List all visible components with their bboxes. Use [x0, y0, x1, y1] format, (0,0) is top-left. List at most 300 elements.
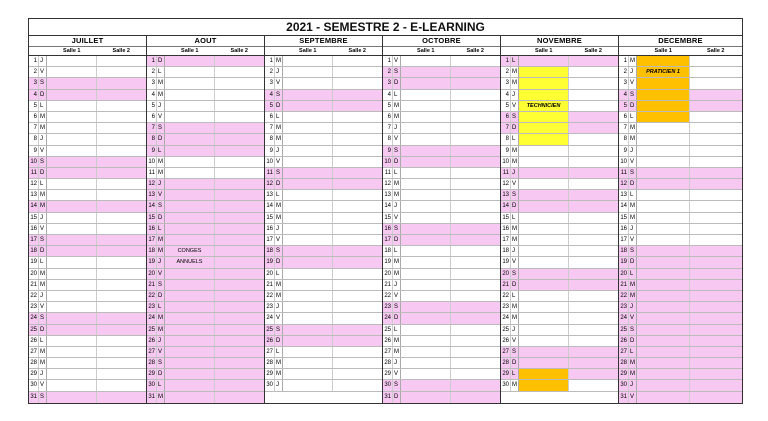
room-2-cell[interactable] — [690, 56, 742, 66]
room-2-cell[interactable] — [215, 336, 264, 346]
room-2-cell[interactable] — [690, 190, 742, 200]
room-2-cell[interactable] — [333, 336, 382, 346]
room-1-cell[interactable] — [47, 67, 97, 77]
room-1-cell[interactable] — [283, 291, 333, 301]
room-2-cell[interactable] — [569, 134, 618, 144]
room-1-cell[interactable] — [519, 134, 569, 144]
room-2-cell[interactable] — [569, 291, 618, 301]
room-2-cell[interactable] — [569, 90, 618, 100]
room-2-cell[interactable] — [569, 112, 618, 122]
room-2-cell[interactable] — [690, 78, 742, 88]
room-1-cell[interactable] — [165, 358, 215, 368]
room-1-cell[interactable]: TECHNICIEN — [519, 101, 569, 111]
room-2-cell[interactable] — [97, 302, 146, 312]
room-2-cell[interactable] — [451, 190, 500, 200]
room-1-cell[interactable] — [401, 168, 451, 178]
room-2-cell[interactable] — [215, 190, 264, 200]
room-2-cell[interactable] — [97, 134, 146, 144]
room-1-cell[interactable] — [637, 190, 690, 200]
room-1-cell[interactable] — [401, 235, 451, 245]
room-2-cell[interactable] — [690, 325, 742, 335]
room-2-cell[interactable] — [97, 179, 146, 189]
room-2-cell[interactable] — [569, 235, 618, 245]
room-2-cell[interactable] — [690, 157, 742, 167]
room-2-cell[interactable] — [569, 280, 618, 290]
room-2-cell[interactable] — [451, 280, 500, 290]
room-1-cell[interactable] — [283, 246, 333, 256]
room-2-cell[interactable] — [451, 146, 500, 156]
room-1-cell[interactable] — [401, 101, 451, 111]
room-1-cell[interactable] — [47, 380, 97, 390]
room-1-cell[interactable] — [637, 90, 690, 100]
room-2-cell[interactable] — [333, 235, 382, 245]
room-1-cell[interactable] — [283, 101, 333, 111]
room-2-cell[interactable] — [451, 313, 500, 323]
room-1-cell[interactable] — [637, 101, 690, 111]
room-2-cell[interactable] — [97, 67, 146, 77]
room-2-cell[interactable] — [215, 179, 264, 189]
room-1-cell[interactable] — [283, 380, 333, 390]
room-1-cell[interactable] — [165, 336, 215, 346]
room-2-cell[interactable] — [97, 112, 146, 122]
room-2-cell[interactable] — [451, 336, 500, 346]
room-2-cell[interactable] — [690, 380, 742, 390]
room-1-cell[interactable] — [519, 246, 569, 256]
room-2-cell[interactable] — [215, 392, 264, 403]
room-1-cell[interactable] — [637, 347, 690, 357]
room-1-cell[interactable] — [47, 347, 97, 357]
room-2-cell[interactable] — [451, 123, 500, 133]
room-2-cell[interactable] — [215, 380, 264, 390]
room-1-cell[interactable] — [283, 257, 333, 267]
room-2-cell[interactable] — [333, 101, 382, 111]
room-1-cell[interactable] — [165, 369, 215, 379]
room-2-cell[interactable] — [97, 78, 146, 88]
room-2-cell[interactable] — [215, 67, 264, 77]
room-1-cell[interactable] — [401, 302, 451, 312]
room-2-cell[interactable] — [333, 134, 382, 144]
room-1-cell[interactable] — [47, 56, 97, 66]
room-1-cell[interactable] — [401, 313, 451, 323]
room-1-cell[interactable] — [637, 369, 690, 379]
room-2-cell[interactable] — [333, 67, 382, 77]
room-1-cell[interactable] — [637, 78, 690, 88]
room-2-cell[interactable] — [333, 157, 382, 167]
room-1-cell[interactable] — [283, 146, 333, 156]
room-2-cell[interactable] — [333, 213, 382, 223]
room-2-cell[interactable] — [333, 257, 382, 267]
room-2-cell[interactable] — [215, 123, 264, 133]
room-1-cell[interactable] — [401, 369, 451, 379]
room-1-cell[interactable] — [47, 190, 97, 200]
room-1-cell[interactable] — [401, 358, 451, 368]
room-1-cell[interactable] — [283, 325, 333, 335]
room-1-cell[interactable] — [283, 224, 333, 234]
room-1-cell[interactable] — [637, 246, 690, 256]
room-1-cell[interactable] — [519, 190, 569, 200]
room-1-cell[interactable] — [283, 157, 333, 167]
room-2-cell[interactable] — [333, 291, 382, 301]
room-1-cell[interactable] — [519, 347, 569, 357]
room-1-cell[interactable] — [401, 280, 451, 290]
room-2-cell[interactable] — [569, 224, 618, 234]
room-2-cell[interactable] — [97, 313, 146, 323]
room-1-cell[interactable] — [401, 347, 451, 357]
room-2-cell[interactable] — [97, 224, 146, 234]
room-1-cell[interactable] — [283, 123, 333, 133]
room-2-cell[interactable] — [215, 201, 264, 211]
room-2-cell[interactable] — [215, 224, 264, 234]
room-1-cell[interactable] — [519, 235, 569, 245]
room-2-cell[interactable] — [690, 336, 742, 346]
room-1-cell[interactable] — [637, 201, 690, 211]
room-1-cell[interactable] — [47, 179, 97, 189]
room-2-cell[interactable] — [97, 157, 146, 167]
room-2-cell[interactable] — [333, 302, 382, 312]
room-2-cell[interactable] — [333, 168, 382, 178]
room-2-cell[interactable] — [451, 201, 500, 211]
room-1-cell[interactable] — [637, 235, 690, 245]
room-1-cell[interactable] — [283, 190, 333, 200]
room-1-cell[interactable] — [165, 67, 215, 77]
room-1-cell[interactable] — [165, 112, 215, 122]
room-1-cell[interactable] — [47, 336, 97, 346]
room-1-cell[interactable] — [519, 257, 569, 267]
room-2-cell[interactable] — [215, 146, 264, 156]
room-1-cell[interactable] — [165, 224, 215, 234]
room-1-cell[interactable] — [519, 78, 569, 88]
room-1-cell[interactable] — [401, 90, 451, 100]
room-2-cell[interactable] — [215, 269, 264, 279]
room-2-cell[interactable] — [451, 291, 500, 301]
room-1-cell[interactable] — [47, 213, 97, 223]
room-2-cell[interactable] — [451, 347, 500, 357]
room-2-cell[interactable] — [215, 213, 264, 223]
room-1-cell[interactable] — [165, 56, 215, 66]
room-1-cell[interactable] — [637, 280, 690, 290]
room-1-cell[interactable] — [637, 325, 690, 335]
room-1-cell[interactable] — [165, 134, 215, 144]
room-2-cell[interactable] — [215, 112, 264, 122]
room-1-cell[interactable]: ANNUELS — [165, 257, 215, 267]
room-1-cell[interactable] — [47, 168, 97, 178]
room-1-cell[interactable] — [519, 302, 569, 312]
room-2-cell[interactable] — [451, 235, 500, 245]
room-2-cell[interactable] — [690, 257, 742, 267]
room-1-cell[interactable] — [519, 313, 569, 323]
room-2-cell[interactable] — [690, 246, 742, 256]
room-2-cell[interactable] — [97, 235, 146, 245]
room-1-cell[interactable] — [283, 134, 333, 144]
room-1-cell[interactable] — [401, 134, 451, 144]
room-2-cell[interactable] — [690, 235, 742, 245]
room-1-cell[interactable] — [637, 336, 690, 346]
room-2-cell[interactable] — [690, 213, 742, 223]
room-2-cell[interactable] — [451, 56, 500, 66]
room-2-cell[interactable] — [451, 257, 500, 267]
room-2-cell[interactable] — [215, 56, 264, 66]
room-1-cell[interactable] — [519, 168, 569, 178]
room-1-cell[interactable] — [401, 78, 451, 88]
room-1-cell[interactable] — [165, 280, 215, 290]
room-2-cell[interactable] — [690, 347, 742, 357]
room-2-cell[interactable] — [97, 146, 146, 156]
room-1-cell[interactable] — [519, 90, 569, 100]
room-1-cell[interactable] — [519, 157, 569, 167]
room-1-cell[interactable] — [283, 67, 333, 77]
room-1-cell[interactable] — [47, 78, 97, 88]
room-1-cell[interactable] — [637, 257, 690, 267]
room-2-cell[interactable] — [451, 325, 500, 335]
room-1-cell[interactable] — [519, 56, 569, 66]
room-2-cell[interactable] — [451, 358, 500, 368]
room-2-cell[interactable] — [690, 112, 742, 122]
room-1-cell[interactable] — [519, 146, 569, 156]
room-2-cell[interactable] — [333, 313, 382, 323]
room-1-cell[interactable] — [283, 302, 333, 312]
room-1-cell[interactable] — [283, 112, 333, 122]
room-1-cell[interactable] — [519, 380, 569, 390]
room-1-cell[interactable] — [47, 201, 97, 211]
room-2-cell[interactable] — [690, 146, 742, 156]
room-1-cell[interactable] — [165, 146, 215, 156]
room-2-cell[interactable] — [97, 347, 146, 357]
room-1-cell[interactable] — [283, 369, 333, 379]
room-2-cell[interactable] — [690, 392, 742, 403]
room-1-cell[interactable] — [47, 235, 97, 245]
room-2-cell[interactable] — [333, 56, 382, 66]
room-1-cell[interactable] — [637, 123, 690, 133]
room-1-cell[interactable] — [401, 380, 451, 390]
room-1-cell[interactable] — [637, 168, 690, 178]
room-2-cell[interactable] — [569, 369, 618, 379]
room-1-cell[interactable] — [519, 369, 569, 379]
room-2-cell[interactable] — [569, 269, 618, 279]
room-2-cell[interactable] — [569, 168, 618, 178]
room-1-cell[interactable] — [519, 224, 569, 234]
room-1-cell[interactable]: CONGES — [165, 246, 215, 256]
room-2-cell[interactable] — [569, 123, 618, 133]
room-1-cell[interactable] — [165, 90, 215, 100]
room-1-cell[interactable] — [637, 313, 690, 323]
room-2-cell[interactable] — [333, 246, 382, 256]
room-2-cell[interactable] — [690, 179, 742, 189]
room-2-cell[interactable] — [333, 280, 382, 290]
room-1-cell[interactable] — [637, 224, 690, 234]
room-2-cell[interactable] — [690, 101, 742, 111]
room-2-cell[interactable] — [97, 101, 146, 111]
room-1-cell[interactable] — [47, 358, 97, 368]
room-1-cell[interactable] — [47, 246, 97, 256]
room-2-cell[interactable] — [690, 313, 742, 323]
room-2-cell[interactable] — [451, 224, 500, 234]
room-2-cell[interactable] — [97, 280, 146, 290]
room-1-cell[interactable] — [47, 224, 97, 234]
room-1-cell[interactable] — [637, 134, 690, 144]
room-2-cell[interactable] — [690, 123, 742, 133]
room-1-cell[interactable] — [165, 123, 215, 133]
room-1-cell[interactable] — [165, 313, 215, 323]
room-1-cell[interactable] — [165, 235, 215, 245]
room-2-cell[interactable] — [569, 201, 618, 211]
room-2-cell[interactable] — [690, 302, 742, 312]
room-2-cell[interactable] — [215, 325, 264, 335]
room-2-cell[interactable] — [451, 90, 500, 100]
room-1-cell[interactable] — [401, 179, 451, 189]
room-2-cell[interactable] — [569, 56, 618, 66]
room-1-cell[interactable] — [401, 392, 451, 403]
room-1-cell[interactable] — [283, 235, 333, 245]
room-2-cell[interactable] — [569, 380, 618, 390]
room-2-cell[interactable] — [690, 291, 742, 301]
room-2-cell[interactable] — [333, 179, 382, 189]
room-2-cell[interactable] — [215, 369, 264, 379]
room-1-cell[interactable] — [47, 302, 97, 312]
room-2-cell[interactable] — [215, 90, 264, 100]
room-2-cell[interactable] — [215, 78, 264, 88]
room-2-cell[interactable] — [333, 380, 382, 390]
room-2-cell[interactable] — [215, 291, 264, 301]
room-1-cell[interactable] — [519, 336, 569, 346]
room-2-cell[interactable] — [690, 280, 742, 290]
room-1-cell[interactable] — [519, 213, 569, 223]
room-2-cell[interactable] — [451, 67, 500, 77]
room-2-cell[interactable] — [97, 246, 146, 256]
room-1-cell[interactable] — [401, 56, 451, 66]
room-2-cell[interactable] — [569, 347, 618, 357]
room-1-cell[interactable] — [283, 347, 333, 357]
room-1-cell[interactable] — [47, 157, 97, 167]
room-2-cell[interactable] — [569, 257, 618, 267]
room-2-cell[interactable] — [333, 325, 382, 335]
room-2-cell[interactable] — [569, 67, 618, 77]
room-1-cell[interactable] — [637, 302, 690, 312]
room-2-cell[interactable] — [451, 269, 500, 279]
room-2-cell[interactable] — [690, 269, 742, 279]
room-1-cell[interactable] — [165, 291, 215, 301]
room-2-cell[interactable] — [690, 224, 742, 234]
room-1-cell[interactable] — [519, 112, 569, 122]
room-1-cell[interactable] — [165, 302, 215, 312]
room-1-cell[interactable] — [47, 313, 97, 323]
room-2-cell[interactable] — [451, 246, 500, 256]
room-1-cell[interactable] — [283, 358, 333, 368]
room-1-cell[interactable] — [47, 101, 97, 111]
room-2-cell[interactable] — [97, 358, 146, 368]
room-1-cell[interactable] — [165, 190, 215, 200]
room-2-cell[interactable] — [451, 302, 500, 312]
room-2-cell[interactable] — [333, 146, 382, 156]
room-2-cell[interactable] — [451, 168, 500, 178]
room-2-cell[interactable] — [333, 78, 382, 88]
room-2-cell[interactable] — [690, 134, 742, 144]
room-2-cell[interactable] — [451, 179, 500, 189]
room-1-cell[interactable] — [519, 201, 569, 211]
room-1-cell[interactable] — [47, 369, 97, 379]
room-1-cell[interactable] — [165, 392, 215, 403]
room-1-cell[interactable] — [637, 146, 690, 156]
room-2-cell[interactable] — [333, 347, 382, 357]
room-1-cell[interactable] — [519, 123, 569, 133]
room-1-cell[interactable] — [165, 213, 215, 223]
room-1-cell[interactable] — [165, 380, 215, 390]
room-1-cell[interactable] — [401, 325, 451, 335]
room-2-cell[interactable] — [569, 302, 618, 312]
room-1-cell[interactable] — [283, 213, 333, 223]
room-1-cell[interactable] — [165, 101, 215, 111]
room-2-cell[interactable] — [451, 157, 500, 167]
room-2-cell[interactable] — [333, 112, 382, 122]
room-1-cell[interactable] — [283, 168, 333, 178]
room-2-cell[interactable] — [690, 358, 742, 368]
room-1-cell[interactable] — [165, 269, 215, 279]
room-1-cell[interactable] — [283, 90, 333, 100]
room-2-cell[interactable] — [97, 257, 146, 267]
room-1-cell[interactable] — [165, 325, 215, 335]
room-1-cell[interactable] — [401, 190, 451, 200]
room-2-cell[interactable] — [690, 369, 742, 379]
room-2-cell[interactable] — [333, 369, 382, 379]
room-2-cell[interactable] — [333, 123, 382, 133]
room-2-cell[interactable] — [333, 201, 382, 211]
room-1-cell[interactable] — [165, 168, 215, 178]
room-1-cell[interactable] — [283, 56, 333, 66]
room-1-cell[interactable] — [283, 269, 333, 279]
room-2-cell[interactable] — [569, 358, 618, 368]
room-2-cell[interactable] — [690, 90, 742, 100]
room-1-cell[interactable] — [519, 291, 569, 301]
room-1-cell[interactable] — [165, 157, 215, 167]
room-2-cell[interactable] — [569, 213, 618, 223]
room-1-cell[interactable] — [637, 269, 690, 279]
room-1-cell[interactable] — [519, 67, 569, 77]
room-2-cell[interactable] — [97, 269, 146, 279]
room-1-cell[interactable] — [401, 67, 451, 77]
room-2-cell[interactable] — [97, 336, 146, 346]
room-1-cell[interactable] — [519, 325, 569, 335]
room-1-cell[interactable] — [637, 157, 690, 167]
room-2-cell[interactable] — [451, 213, 500, 223]
room-2-cell[interactable] — [215, 358, 264, 368]
room-1-cell[interactable] — [47, 123, 97, 133]
room-2-cell[interactable] — [215, 347, 264, 357]
room-2-cell[interactable] — [451, 134, 500, 144]
room-1-cell[interactable] — [47, 325, 97, 335]
room-1-cell[interactable] — [283, 313, 333, 323]
room-2-cell[interactable] — [569, 246, 618, 256]
room-1-cell[interactable] — [637, 213, 690, 223]
room-2-cell[interactable] — [333, 224, 382, 234]
room-2-cell[interactable] — [97, 90, 146, 100]
room-1-cell[interactable] — [47, 112, 97, 122]
room-1-cell[interactable] — [519, 179, 569, 189]
room-1-cell[interactable] — [283, 179, 333, 189]
room-2-cell[interactable] — [215, 257, 264, 267]
room-1-cell[interactable] — [47, 291, 97, 301]
room-1-cell[interactable] — [283, 280, 333, 290]
room-1-cell[interactable] — [401, 123, 451, 133]
room-1-cell[interactable] — [637, 392, 690, 403]
room-1-cell[interactable] — [401, 291, 451, 301]
room-2-cell[interactable] — [333, 358, 382, 368]
room-1-cell[interactable] — [401, 157, 451, 167]
room-1-cell[interactable] — [637, 56, 690, 66]
room-1-cell[interactable] — [47, 146, 97, 156]
room-2-cell[interactable] — [333, 190, 382, 200]
room-1-cell[interactable] — [519, 269, 569, 279]
room-2-cell[interactable] — [97, 201, 146, 211]
room-2-cell[interactable] — [97, 325, 146, 335]
